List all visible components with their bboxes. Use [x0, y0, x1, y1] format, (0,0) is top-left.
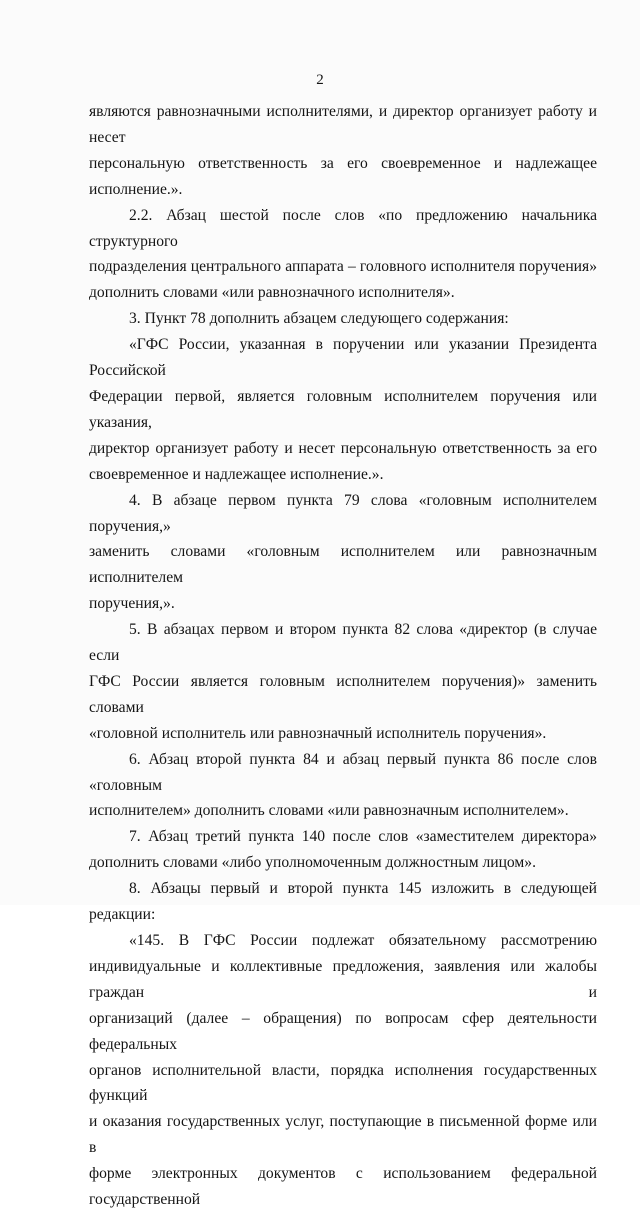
paragraph-6 [89, 747, 597, 825]
text-line: своевременное и надлежащее исполнение.». [89, 465, 384, 483]
text-line: «ГФС России, указанная в поручении или указании Президента Российской [89, 336, 597, 380]
text-line: Федерации первой, является головным исполнителем поручения или указания, [89, 387, 597, 431]
paragraph-5 [89, 617, 597, 747]
text-line: исполнение.». [89, 180, 183, 198]
text-line: форме электронных документов с использованием федеральной государственной [89, 1165, 597, 1209]
paragraph-7 [89, 824, 597, 876]
paragraph-1 [89, 99, 597, 203]
text-line: дополнить словами «или равнозначного исполнителя». [89, 284, 455, 302]
text-line: поручения,». [89, 595, 175, 613]
text-line: «145. В ГФС России подлежат обязательному рассмотрению [129, 932, 597, 949]
paragraph-4 [89, 488, 597, 618]
paragraph-2-2 [89, 203, 597, 307]
text-line: 7. Абзац третий пункта 140 после слов «заместителем директора» [129, 828, 597, 846]
paragraph-3 [89, 306, 597, 332]
text-line: подразделения центрального аппарата – головного исполнителя поручения» [89, 258, 597, 276]
text-line: 3. Пункт 78 дополнить абзацем следующего содержания: [129, 310, 509, 328]
text-line: персональную ответственность за его своевременное и надлежащее [89, 154, 597, 172]
text-line: органов исполнительной власти, порядка исполнения государственных функций [89, 1061, 597, 1105]
text-line: 4. В абзаце первом пункта 79 слова «головным исполнителем поручения,» [89, 491, 597, 535]
paragraph-quote-78 [89, 332, 597, 487]
text-line: организаций (далее – обращения) по вопросам сфер деятельности федеральных [89, 1009, 597, 1053]
text-line: заменить словами «головным исполнителем или равнозначным исполнителем [89, 543, 597, 587]
text-line: директор организует работу и несет персональную ответственность за его [89, 439, 597, 457]
paragraph-quote-145 [89, 928, 597, 1213]
document-body [89, 99, 597, 1213]
text-line: исполнителем» дополнить словами «или равнозначным исполнителем». [89, 802, 569, 820]
page-number: 2 [316, 72, 324, 88]
text-line: индивидуальные и коллективные предложения, заявления или жалобы граждан и [89, 957, 597, 1001]
text-line: 8. Абзацы первый и второй пункта 145 изложить в следующей редакции: [89, 880, 597, 924]
text-line: являются равнозначными исполнителями, и директор организует работу и несет [89, 103, 597, 146]
paragraph-8 [89, 876, 597, 928]
text-line: 6. Абзац второй пункта 84 и абзац первый пункта 86 после слов «головным [89, 750, 597, 794]
text-line: 5. В абзацах первом и втором пункта 82 слова «директор (в случае если [89, 621, 597, 665]
text-line: «головной исполнитель или равнозначный исполнитель поручения». [89, 724, 547, 742]
text-line: 2.2. Абзац шестой после слов «по предложению начальника структурного [89, 206, 597, 250]
text-line: дополнить словами «либо уполномоченным должностным лицом». [89, 854, 536, 872]
text-line: ГФС России является головным исполнителем поручения)» заменить словами [89, 672, 597, 716]
text-line: и оказания государственных услуг, поступающие в письменной форме или в [89, 1113, 597, 1157]
